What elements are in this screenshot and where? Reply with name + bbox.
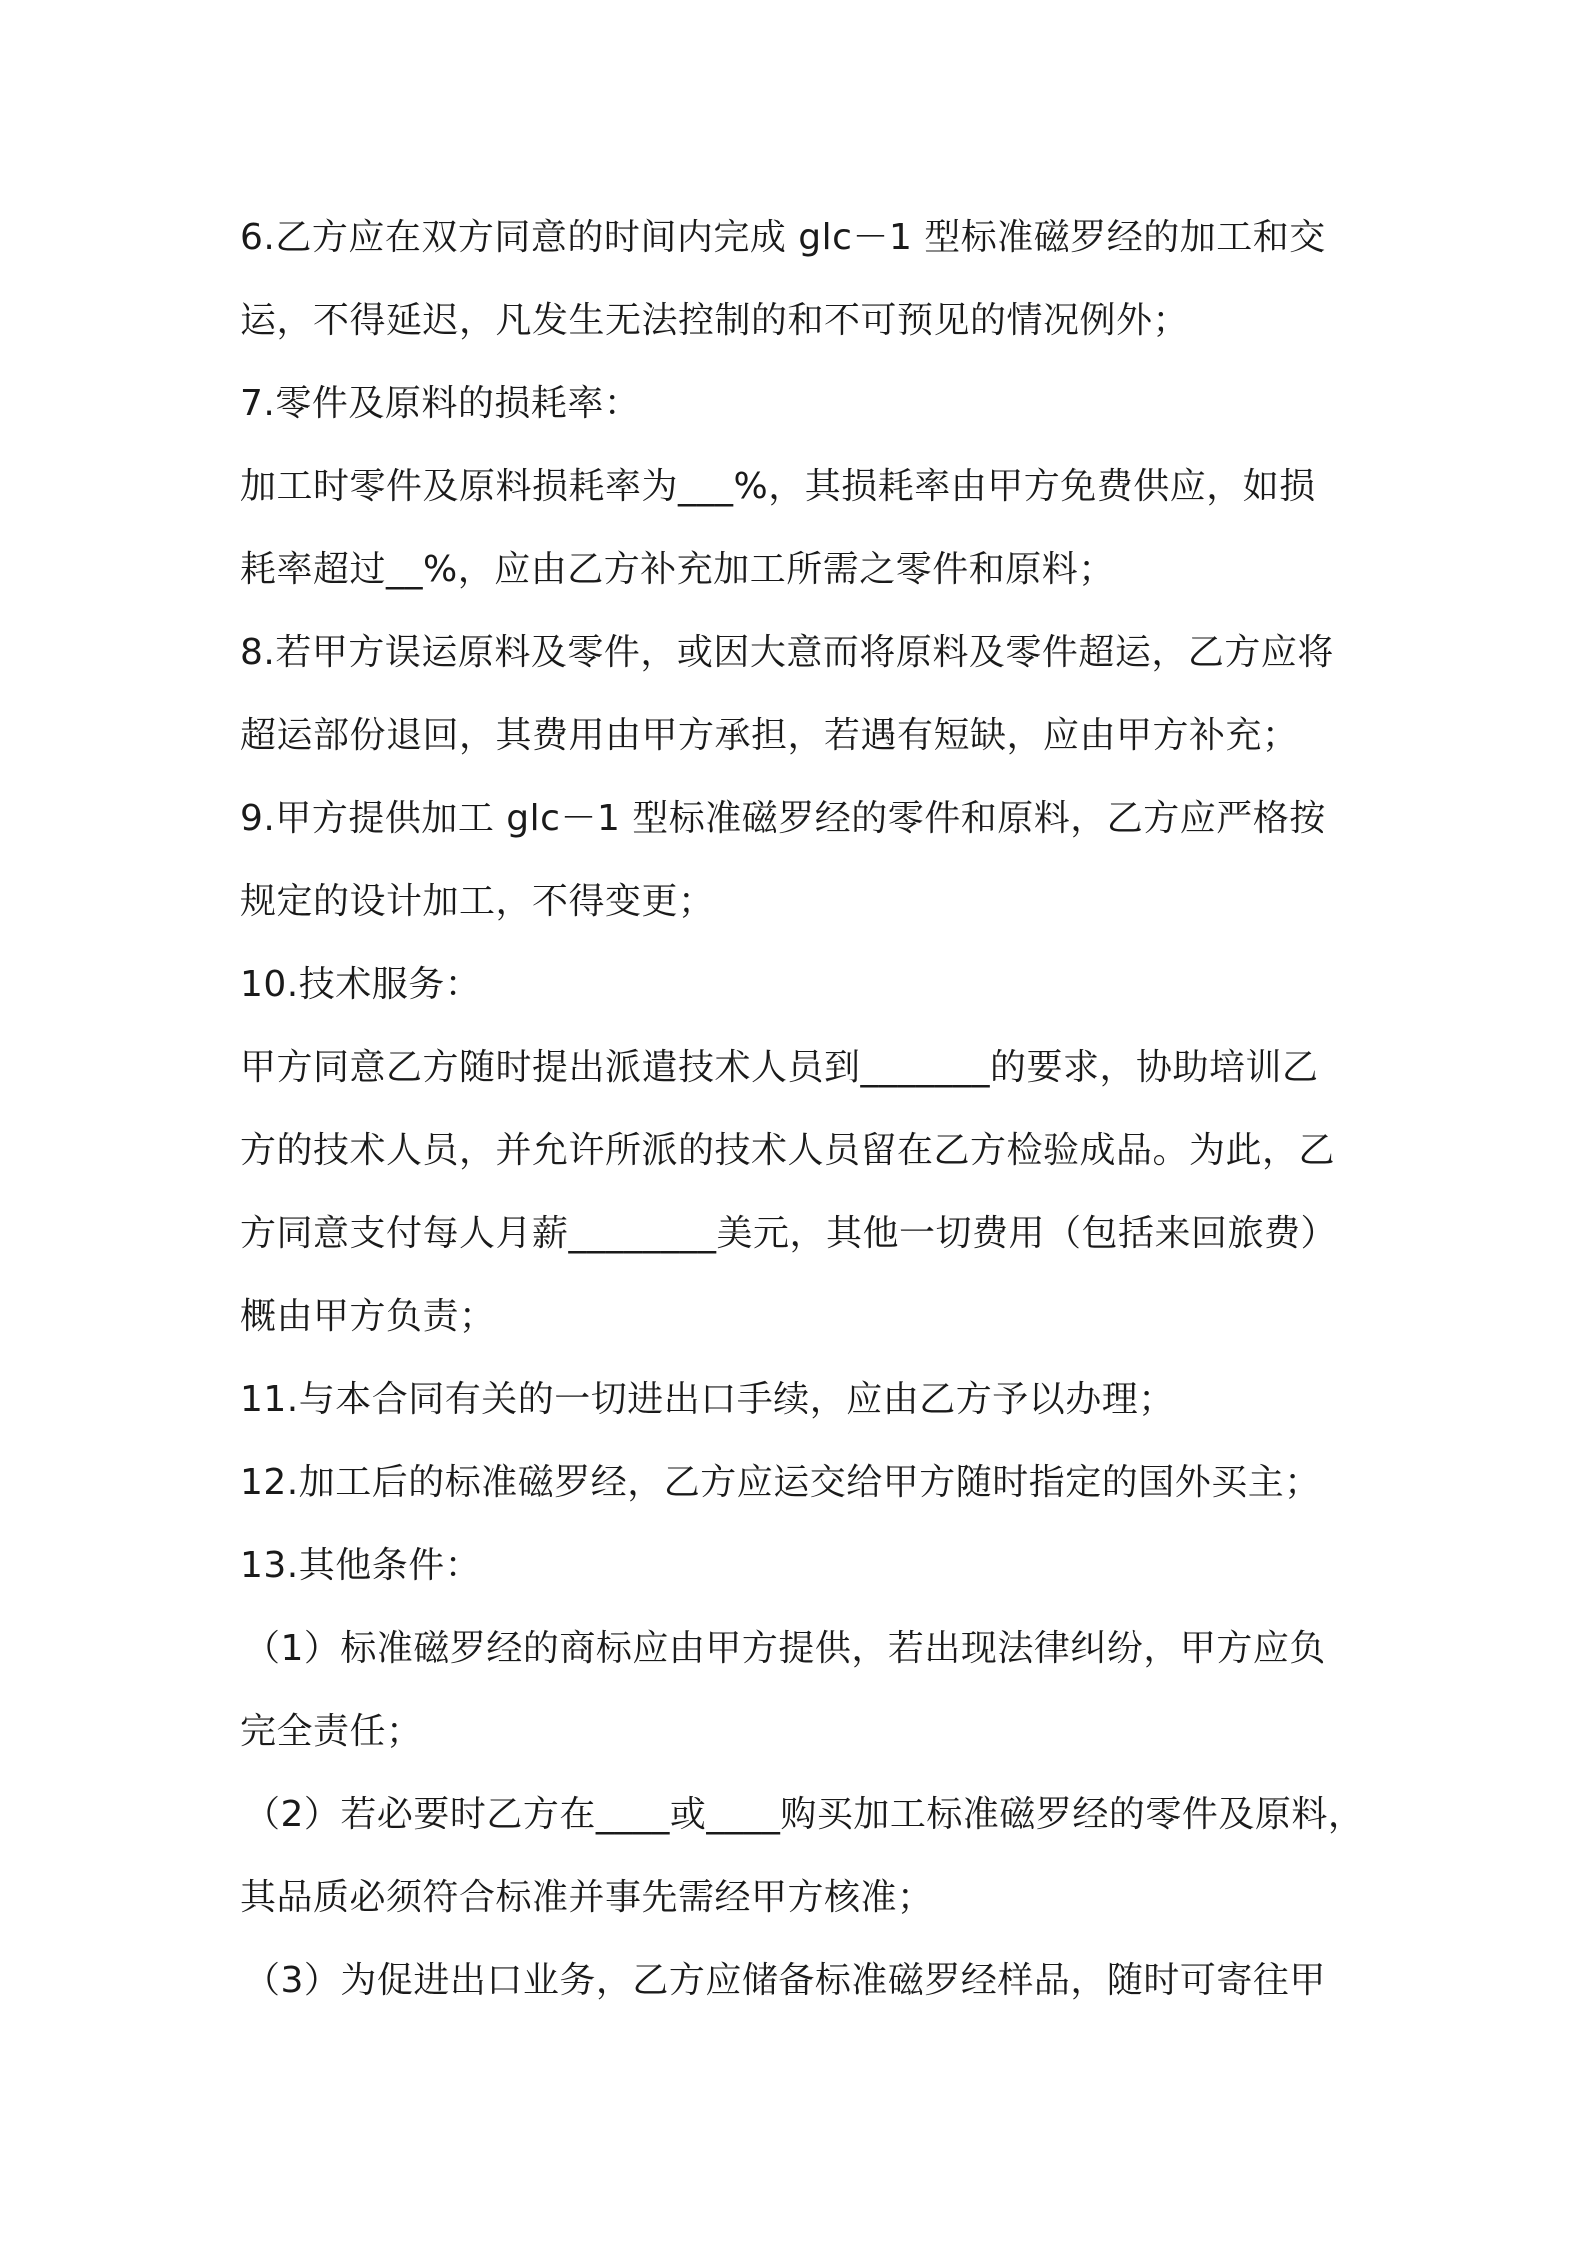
clause-8-line-1: 8.若甲方误运原料及零件，或因大意而将原料及零件超运，乙方应将 xyxy=(240,632,1334,673)
clause-10-line-1: 甲方同意乙方随时提出派遣技术人员到_______的要求，协助培训乙 xyxy=(240,1047,1319,1088)
clause-10-line-2: 方的技术人员，并允许所派的技术人员留在乙方检验成品。为此，乙 xyxy=(240,1130,1336,1171)
contract-text-body xyxy=(240,196,1370,2022)
clause-7-line-2: 耗率超过__%，应由乙方补充加工所需之零件和原料； xyxy=(240,549,1115,590)
clause-10-line-4: 概由甲方负责； xyxy=(240,1296,496,1337)
clause-10-heading: 10.技术服务： xyxy=(240,964,482,1005)
clause-9-line-1: 9.甲方提供加工 glc－1 型标准磁罗经的零件和原料，乙方应严格按 xyxy=(240,798,1326,839)
clause-7-line-1: 加工时零件及原料损耗率为___%，其损耗率由甲方免费供应，如损 xyxy=(240,466,1316,507)
clause-13-1-line-1: （1）标准磁罗经的商标应由甲方提供，若出现法律纠纷，甲方应负 xyxy=(244,1628,1326,1669)
clause-10-line-3: 方同意支付每人月薪________美元，其他一切费用（包括来回旅费） xyxy=(240,1213,1338,1254)
clause-13-2-line-2: 其品质必须符合标准并事先需经甲方核准； xyxy=(240,1877,934,1918)
clause-13-2-line-1: （2）若必要时乙方在____或____购买加工标准磁罗经的零件及原料， xyxy=(244,1794,1365,1835)
clause-12-line: 12.加工后的标准磁罗经，乙方应运交给甲方随时指定的国外买主； xyxy=(240,1462,1321,1503)
clause-13-3-line-1: （3）为促进出口业务，乙方应储备标准磁罗经样品，随时可寄往甲 xyxy=(244,1960,1326,2001)
clause-7-heading: 7.零件及原料的损耗率： xyxy=(240,383,641,424)
clause-6-line-1: 6.乙方应在双方同意的时间内完成 glc－1 型标准磁罗经的加工和交 xyxy=(240,217,1326,258)
clause-9-line-2: 规定的设计加工，不得变更； xyxy=(240,881,715,922)
clause-8-line-2: 超运部份退回，其费用由甲方承担，若遇有短缺，应由甲方补充； xyxy=(240,715,1299,756)
clause-13-heading: 13.其他条件： xyxy=(240,1545,482,1586)
clause-11-line: 11.与本合同有关的一切进出口手续，应由乙方予以办理； xyxy=(240,1379,1175,1420)
clause-6-line-2: 运，不得延迟，凡发生无法控制的和不可预见的情况例外； xyxy=(240,300,1190,341)
clause-13-1-line-2: 完全责任； xyxy=(240,1711,423,1752)
